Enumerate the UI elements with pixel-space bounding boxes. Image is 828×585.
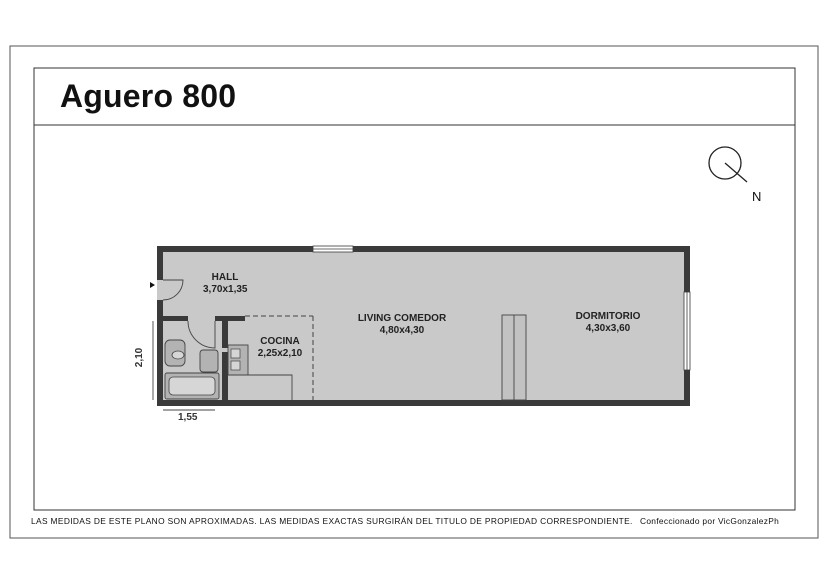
- room-cocina: [253, 336, 307, 360]
- room-size: 2,25x2,10: [257, 348, 303, 359]
- room-name: COCINA: [260, 336, 300, 347]
- room-dormitorio: [568, 311, 648, 335]
- window-top: [313, 246, 353, 252]
- window-right: [684, 292, 690, 370]
- footer-disclaimer: LAS MEDIDAS DE ESTE PLANO SON APROXIMADAS. LAS MEDIDAS EXACTAS SURGIRÁN DEL TITULO DE PROPIEDAD CORRESPONDIENTE.: [31, 516, 633, 526]
- room-name: HALL: [211, 272, 239, 283]
- footer-credit: Confeccionado por VicGonzalezPh: [640, 516, 780, 526]
- room-size: 4,80x4,30: [379, 325, 425, 336]
- north-label: N: [752, 189, 762, 204]
- north-compass-icon: [709, 147, 747, 182]
- room-hall: [203, 272, 247, 296]
- dimension-bath-height: 2,10: [134, 347, 146, 368]
- page-title: Aguero 800: [60, 78, 237, 114]
- room-size: 4,30x3,60: [585, 323, 631, 334]
- room-name: DORMITORIO: [575, 311, 641, 322]
- closet-icon: [502, 315, 526, 400]
- room-size: 3,70x1,35: [203, 284, 248, 295]
- room-name: LIVING COMEDOR: [357, 313, 447, 324]
- dimension-bath-width: 1,55: [178, 412, 198, 423]
- room-living-comedor: [350, 313, 454, 337]
